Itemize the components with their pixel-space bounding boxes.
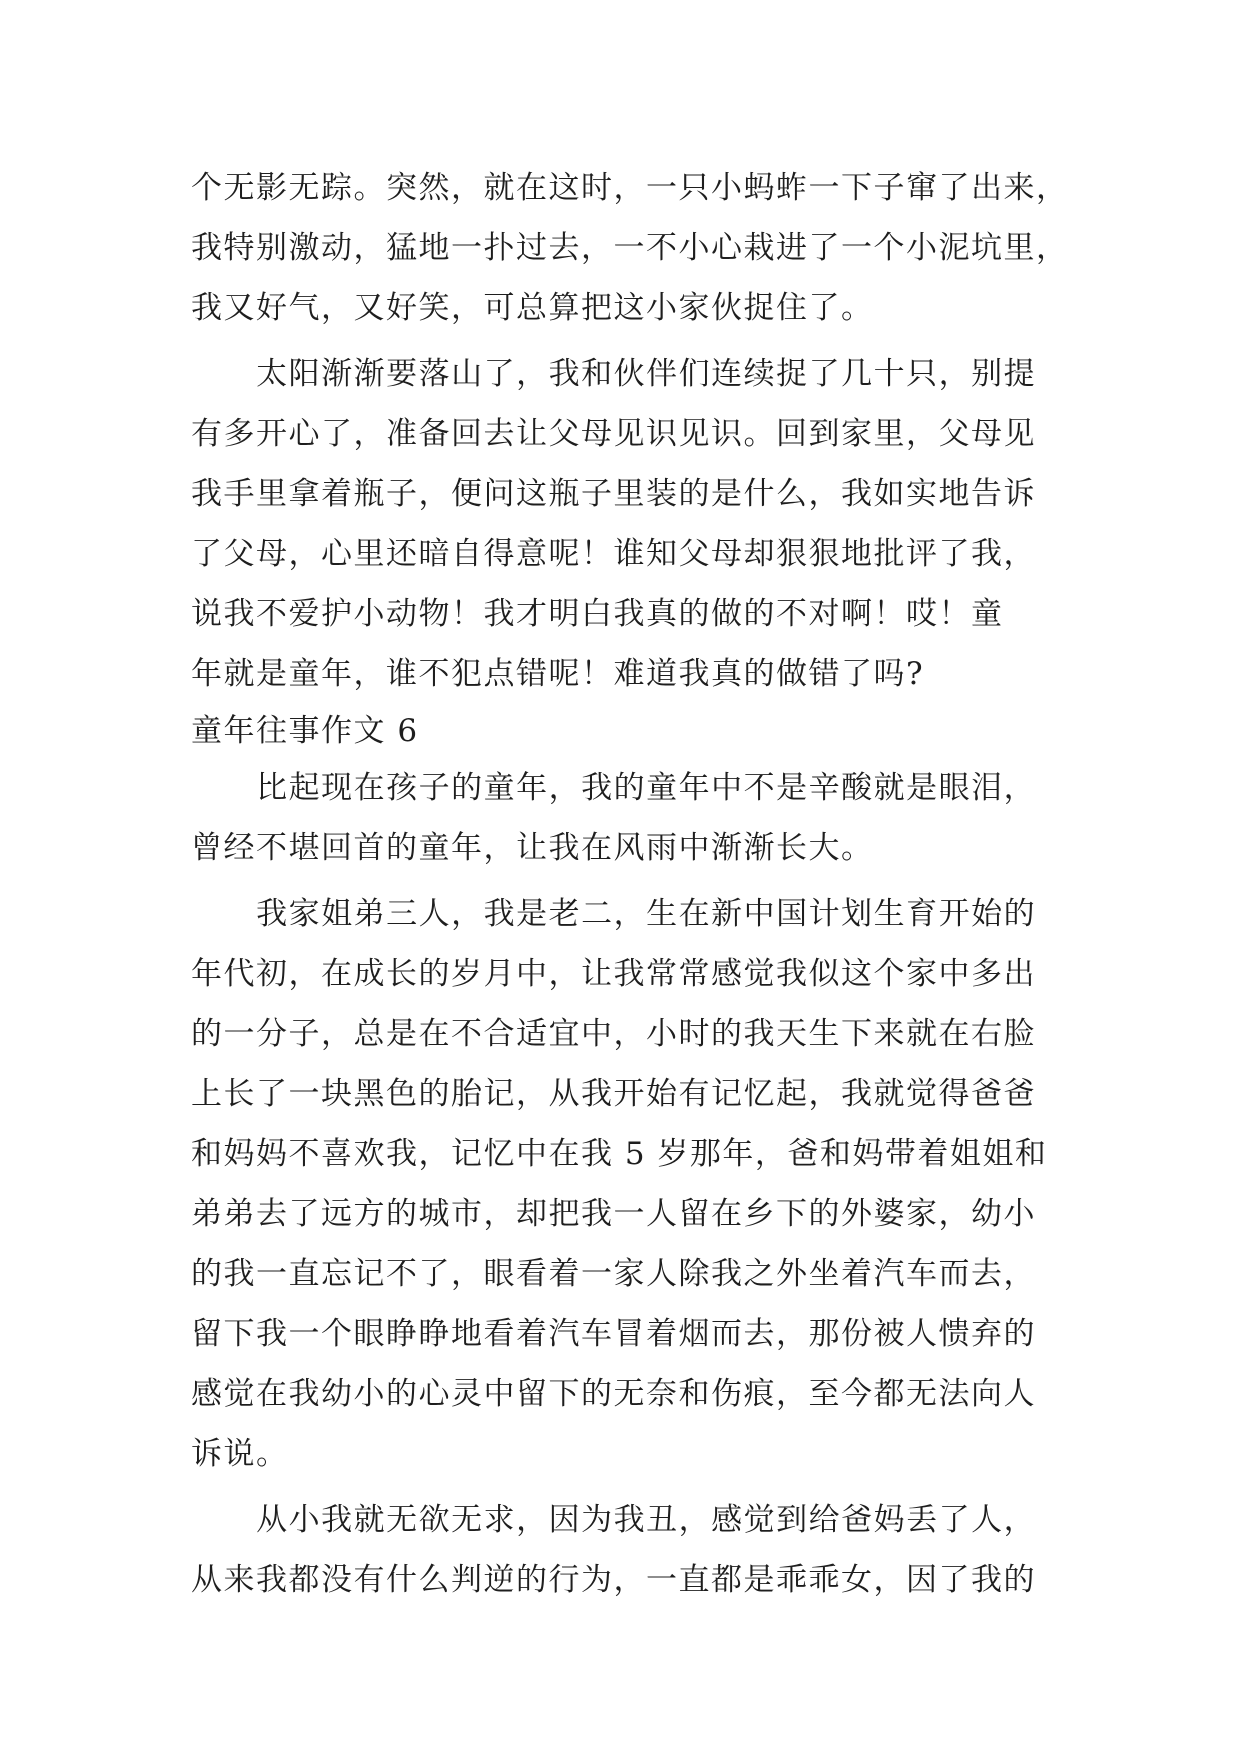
text-line: 从来我都没有什么判逆的行为，一直都是乖乖女，因了我的 [191, 1562, 1036, 1598]
section-heading: 童年往事作文 6 [191, 713, 419, 749]
text-line: 有多开心了，准备回去让父母见识见识。回到家里，父母见 [191, 416, 1036, 452]
paragraph-continuation [191, 158, 1069, 338]
text-line: 诉说。 [191, 1436, 289, 1472]
text-line: 太阳渐渐要落山了，我和伙伴们连续捉了几十只，别提 [256, 356, 1037, 392]
text-line: 年就是童年，谁不犯点错呢！难道我真的做错了吗? [191, 656, 925, 692]
text-line: 留下我一个眼睁睁地看着汽车冒着烟而去，那份被人愦弃的 [191, 1316, 1036, 1352]
text-line: 说我不爱护小动物！我才明白我真的做的不对啊！哎！童 [191, 596, 1004, 632]
text-line: 的我一直忘记不了，眼看着一家人除我之外坐着汽车而去， [191, 1256, 1036, 1292]
text-line: 感觉在我幼小的心灵中留下的无奈和伤痕，至今都无法向人 [191, 1376, 1036, 1412]
text-line: 我手里拿着瓶子，便问这瓶子里装的是什么，我如实地告诉 [191, 476, 1036, 512]
text-line: 比起现在孩子的童年，我的童年中不是辛酸就是眼泪， [256, 770, 1037, 806]
text-line: 我家姐弟三人，我是老二，生在新中国计划生育开始的 [256, 896, 1037, 932]
text-line: 曾经不堪回首的童年，让我在风雨中渐渐长大。 [191, 830, 874, 866]
text-line: 从小我就无欲无求，因为我丑，感觉到给爸妈丢了人， [256, 1502, 1037, 1538]
paragraph-family [191, 884, 1061, 1484]
text-line: 我特别激动，猛地一扑过去，一不小心栽进了一个小泥坑里， [191, 230, 1069, 266]
text-line: 年代初，在成长的岁月中，让我常常感觉我似这个家中多出 [191, 956, 1036, 992]
paragraph-compare [191, 758, 1061, 878]
text-line: 和妈妈不喜欢我，记忆中在我 5 岁那年，爸和妈带着姐姐和 [191, 1136, 1048, 1172]
text-line: 了父母，心里还暗自得意呢！谁知父母却狠狠地批评了我， [191, 536, 1036, 572]
text-line: 我又好气，又好笑，可总算把这小家伙捉住了。 [191, 290, 874, 326]
text-line: 的一分子，总是在不合适宜中，小时的我天生下来就在右脸 [191, 1016, 1036, 1052]
text-line: 上长了一块黑色的胎记，从我开始有记忆起，我就觉得爸爸 [191, 1076, 1036, 1112]
paragraph-childhood [191, 1490, 1061, 1610]
document-body [191, 158, 1069, 1610]
text-line: 弟弟去了远方的城市，却把我一人留在乡下的外婆家，幼小 [191, 1196, 1036, 1232]
text-line: 个无影无踪。突然，就在这时，一只小蚂蚱一下子窜了出来， [191, 170, 1069, 206]
paragraph-sunset [191, 344, 1061, 704]
